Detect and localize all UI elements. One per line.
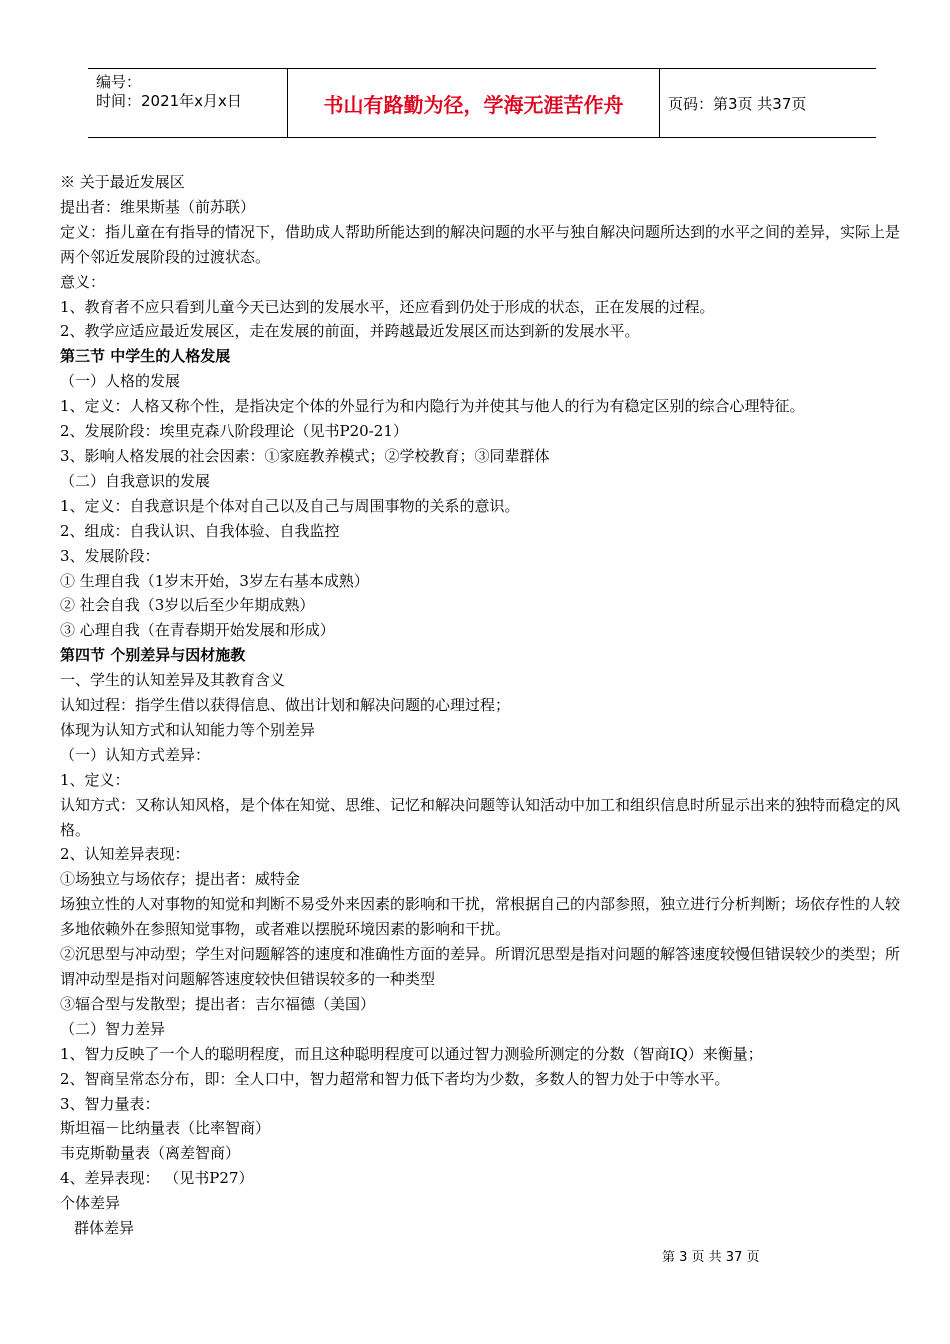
section-heading-3: 第三节 中学生的人格发展 xyxy=(60,347,231,366)
header-number-label: 编号： xyxy=(96,73,142,91)
paragraph-line: 提出者：维果斯基（前苏联） xyxy=(60,197,256,216)
list-item: 3、影响人格发展的社会因素：①家庭教养模式；②学校教育；③同辈群体 xyxy=(60,446,550,465)
page-footer: 第 3 页 共 37 页 xyxy=(662,1250,760,1265)
section-heading-4: 第四节 个别差异与因材施教 xyxy=(60,646,246,665)
list-item: ③辐合型与发散型；提出者：吉尔福德（美国） xyxy=(60,994,376,1013)
list-item: 2、组成：自我认识、自我体验、自我监控 xyxy=(60,521,340,540)
list-item: 2、发展阶段：埃里克森八阶段理论（见书P20-21） xyxy=(60,422,408,441)
subheading: 一、学生的认知差异及其教育含义 xyxy=(60,671,286,690)
header-page-info: 页码：第3页 共37页 xyxy=(668,94,807,113)
paragraph-line: 认知过程：指学生借以获得信息、做出计划和解决问题的心理过程； xyxy=(60,696,511,715)
list-item: 2、认知差异表现： xyxy=(60,845,190,864)
paragraph-line: 意义： xyxy=(60,272,106,291)
page-header xyxy=(88,68,876,138)
list-item: 1、定义： xyxy=(60,770,130,789)
list-item: 4、差异表现： （见书P27） xyxy=(60,1169,254,1188)
list-item: 3、发展阶段： xyxy=(60,546,160,565)
list-item: 2、智商呈常态分布，即：全人口中，智力超常和智力低下者均为少数，多数人的智力处于中等水平。 xyxy=(60,1069,730,1088)
list-item: 1、定义：人格又称个性，是指决定个体的外显行为和内隐行为并使其与他人的行为有稳定区别的综合心理特征。 xyxy=(60,397,805,416)
header-meta-cell xyxy=(88,69,288,137)
paragraph-reflective-impulsive: ②沉思型与冲动型；学生对问题解答的速度和准确性方面的差异。所谓沉思型是指对问题的解答速度较慢但错误较少的类型；所谓冲动型是指对问题解答速度较快但错误较多的一种类型 xyxy=(60,945,901,988)
paragraph-field-dependence: 场独立性的人对事物的知觉和判断不易受外来因素的影响和干扰，常根据自己的内部参照，独立进行分析判断；场依存性的人较多地依赖外在参照知觉事物，或者难以摆脱环境因素的影响和干扰。 xyxy=(60,895,901,939)
list-item: ① 生理自我（1岁末开始，3岁左右基本成熟） xyxy=(60,571,369,590)
paragraph-cognitive-style: 认知方式：又称认知风格，是个体在知觉、思维、记忆和解决问题等认知活动中加工和组织信息时所显示出来的独特而稳定的风格。 xyxy=(60,795,901,839)
list-item: 1、智力反映了一个人的聪明程度，而且这种聪明程度可以通过智力测验所测定的分数（智商IQ）来衡量； xyxy=(60,1044,763,1063)
paragraph-line: 体现为认知方式和认知能力等个别差异 xyxy=(60,720,316,739)
header-motto: 书山有路勤为径，学海无涯苦作舟 xyxy=(288,69,660,137)
list-item: 1、教育者不应只看到儿童今天已达到的发展水平，还应看到仍处于形成的状态，正在发展的过程。 xyxy=(60,297,715,316)
subheading: （二）自我意识的发展 xyxy=(60,471,211,490)
paragraph-line: 群体差异 xyxy=(74,1219,135,1238)
list-item: ③ 心理自我（在青春期开始发展和形成） xyxy=(60,621,335,640)
paragraph-definition: 定义：指儿童在有指导的情况下，借助成人帮助所能达到的解决问题的水平与独自解决问题所达到的水平之间的差异，实际上是两个邻近发展阶段的过渡状态。 xyxy=(60,222,901,266)
list-item: 1、定义：自我意识是个体对自己以及自己与周围事物的关系的意识。 xyxy=(60,496,520,515)
list-item: ①场独立与场依存；提出者：威特金 xyxy=(60,870,301,889)
list-item: ② 社会自我（3岁以后至少年期成熟） xyxy=(60,596,315,615)
list-item: 2、教学应适应最近发展区，走在发展的前面，并跨越最近发展区而达到新的发展水平。 xyxy=(60,322,640,341)
subheading: （一）人格的发展 xyxy=(60,372,181,391)
subheading: （一）认知方式差异： xyxy=(60,745,211,764)
paragraph-line: 斯坦福－比纳量表（比率智商） xyxy=(60,1119,271,1138)
paragraph-line: 韦克斯勒量表（离差智商） xyxy=(60,1144,241,1163)
paragraph-line: 个体差异 xyxy=(60,1194,121,1213)
header-time-label: 时间：2021年x月x日 xyxy=(96,92,242,110)
list-item: 3、智力量表： xyxy=(60,1094,160,1113)
subheading: （二）智力差异 xyxy=(60,1019,166,1038)
section-heading-zpd: ※ 关于最近发展区 xyxy=(60,173,185,191)
document-body xyxy=(60,170,910,1241)
